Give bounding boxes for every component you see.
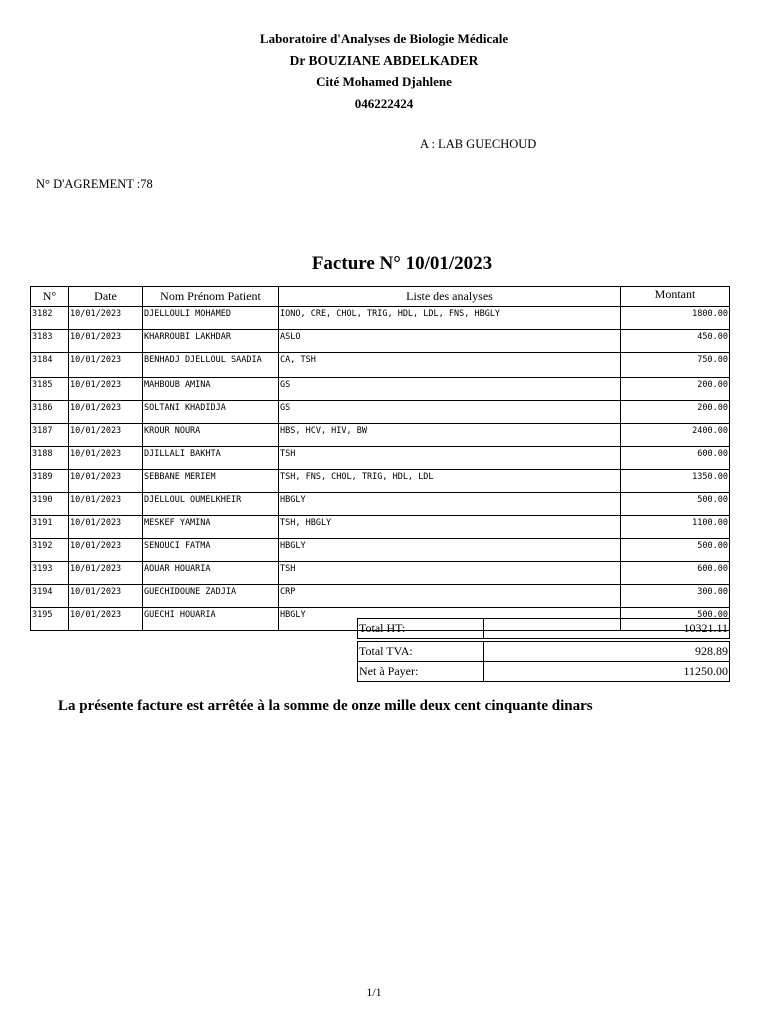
lab-address: Cité Mohamed Djahlene bbox=[316, 74, 452, 89]
col-header-amount: Montant bbox=[621, 287, 730, 307]
row-date: 10/01/2023 bbox=[69, 353, 143, 378]
row-patient: KHARROUBI LAKHDAR bbox=[143, 330, 279, 353]
row-analyses: ASLO bbox=[279, 330, 621, 353]
table-row bbox=[31, 401, 730, 424]
row-patient: SEBBANE MERIEM bbox=[143, 470, 279, 493]
row-amount: 200.00 bbox=[621, 378, 730, 401]
row-analyses: HBGLY bbox=[279, 539, 621, 562]
row-num: 3193 bbox=[31, 562, 69, 585]
net-payer-label: Net à Payer: bbox=[358, 662, 484, 682]
row-num: 3189 bbox=[31, 470, 69, 493]
row-amount: 600.00 bbox=[621, 447, 730, 470]
row-patient: MESKEF YAMINA bbox=[143, 516, 279, 539]
table-row bbox=[31, 470, 730, 493]
row-num: 3194 bbox=[31, 585, 69, 608]
row-amount: 500.00 bbox=[621, 608, 730, 631]
document-header bbox=[0, 28, 768, 114]
row-patient: GUECHIDOUNE ZADJIA bbox=[143, 585, 279, 608]
row-analyses: GS bbox=[279, 378, 621, 401]
row-amount: 1800.00 bbox=[621, 307, 730, 330]
invoice-table bbox=[30, 286, 730, 631]
row-patient: DJELLOULI MOHAMED bbox=[143, 307, 279, 330]
net-payer-value: 11250.00 bbox=[484, 662, 730, 682]
row-date: 10/01/2023 bbox=[69, 562, 143, 585]
row-patient: GUECHI HOUARIA bbox=[143, 608, 279, 631]
row-num: 3190 bbox=[31, 493, 69, 516]
table-row bbox=[31, 378, 730, 401]
row-analyses: HBS, HCV, HIV, BW bbox=[279, 424, 621, 447]
row-num: 3185 bbox=[31, 378, 69, 401]
row-num: 3192 bbox=[31, 539, 69, 562]
col-header-num: N° bbox=[31, 287, 69, 307]
row-analyses: TSH bbox=[279, 447, 621, 470]
row-patient: BENHADJ DJELLOUL SAADIA bbox=[143, 353, 279, 378]
row-date: 10/01/2023 bbox=[69, 330, 143, 353]
row-analyses: TSH bbox=[279, 562, 621, 585]
row-num: 3184 bbox=[31, 353, 69, 378]
row-analyses: GS bbox=[279, 401, 621, 424]
total-ht-value: 10321.11 bbox=[484, 619, 730, 639]
row-num: 3195 bbox=[31, 608, 69, 631]
recipient: A : LAB GUECHOUD bbox=[420, 137, 537, 151]
table-header-row bbox=[31, 287, 730, 307]
row-date: 10/01/2023 bbox=[69, 447, 143, 470]
row-amount: 1350.00 bbox=[621, 470, 730, 493]
row-amount: 450.00 bbox=[621, 330, 730, 353]
table-row bbox=[31, 539, 730, 562]
table-row bbox=[31, 585, 730, 608]
row-num: 3187 bbox=[31, 424, 69, 447]
row-num: 3188 bbox=[31, 447, 69, 470]
amount-in-words: La présente facture est arrêtée à la somme de onze mille deux cent cinquante dinars bbox=[58, 698, 593, 714]
table-row bbox=[31, 353, 730, 378]
row-num: 3182 bbox=[31, 307, 69, 330]
row-patient: DJELLOUL OUMELKHEIR bbox=[143, 493, 279, 516]
page-number: 1/1 bbox=[366, 985, 382, 999]
total-ht-row bbox=[358, 619, 730, 639]
row-date: 10/01/2023 bbox=[69, 470, 143, 493]
col-header-analyses: Liste des analyses bbox=[279, 287, 621, 307]
row-date: 10/01/2023 bbox=[69, 493, 143, 516]
row-amount: 600.00 bbox=[621, 562, 730, 585]
totals-table bbox=[357, 618, 730, 682]
total-tva-row bbox=[358, 642, 730, 662]
table-row bbox=[31, 516, 730, 539]
row-amount: 750.00 bbox=[621, 353, 730, 378]
doctor-name: Dr BOUZIANE ABDELKADER bbox=[289, 52, 479, 68]
row-date: 10/01/2023 bbox=[69, 378, 143, 401]
row-patient: SOLTANI KHADIDJA bbox=[143, 401, 279, 424]
col-header-patient: Nom Prénom Patient bbox=[143, 287, 279, 307]
row-date: 10/01/2023 bbox=[69, 539, 143, 562]
total-tva-value: 928.89 bbox=[484, 642, 730, 662]
col-header-date: Date bbox=[69, 287, 143, 307]
row-num: 3186 bbox=[31, 401, 69, 424]
row-patient: DJILLALI BAKHTA bbox=[143, 447, 279, 470]
row-analyses: HBGLY bbox=[279, 608, 621, 631]
row-amount: 300.00 bbox=[621, 585, 730, 608]
table-row bbox=[31, 493, 730, 516]
row-amount: 1100.00 bbox=[621, 516, 730, 539]
table-row bbox=[31, 447, 730, 470]
table-row bbox=[31, 307, 730, 330]
table-row bbox=[31, 562, 730, 585]
row-amount: 500.00 bbox=[621, 539, 730, 562]
row-analyses: TSH, FNS, CHOL, TRIG, HDL, LDL bbox=[279, 470, 621, 493]
total-tva-label: Total TVA: bbox=[358, 642, 484, 662]
row-patient: MAHBOUB AMINA bbox=[143, 378, 279, 401]
row-num: 3191 bbox=[31, 516, 69, 539]
row-date: 10/01/2023 bbox=[69, 585, 143, 608]
net-payer-row bbox=[358, 662, 730, 682]
invoice-title: Facture N° 10/01/2023 bbox=[311, 253, 493, 274]
agrement-number: N° D'AGREMENT :78 bbox=[36, 177, 153, 191]
row-analyses: CRP bbox=[279, 585, 621, 608]
row-date: 10/01/2023 bbox=[69, 401, 143, 424]
lab-phone: 046222424 bbox=[354, 95, 414, 111]
row-amount: 500.00 bbox=[621, 493, 730, 516]
row-num: 3183 bbox=[31, 330, 69, 353]
row-amount: 200.00 bbox=[621, 401, 730, 424]
row-date: 10/01/2023 bbox=[69, 608, 143, 631]
table-row bbox=[31, 424, 730, 447]
lab-name: Laboratoire d'Analyses de Biologie Médicale bbox=[259, 31, 509, 46]
row-date: 10/01/2023 bbox=[69, 307, 143, 330]
row-analyses: CA, TSH bbox=[279, 353, 621, 378]
row-date: 10/01/2023 bbox=[69, 516, 143, 539]
row-analyses: TSH, HBGLY bbox=[279, 516, 621, 539]
total-ht-label: Total HT: bbox=[358, 619, 484, 639]
row-analyses: HBGLY bbox=[279, 493, 621, 516]
row-patient: SENOUCI FATMA bbox=[143, 539, 279, 562]
row-amount: 2400.00 bbox=[621, 424, 730, 447]
row-date: 10/01/2023 bbox=[69, 424, 143, 447]
row-patient: AOUAR HOUARIA bbox=[143, 562, 279, 585]
table-row bbox=[31, 330, 730, 353]
row-analyses: IONO, CRE, CHOL, TRIG, HDL, LDL, FNS, HBGLY bbox=[279, 307, 621, 330]
row-patient: KROUR NOURA bbox=[143, 424, 279, 447]
